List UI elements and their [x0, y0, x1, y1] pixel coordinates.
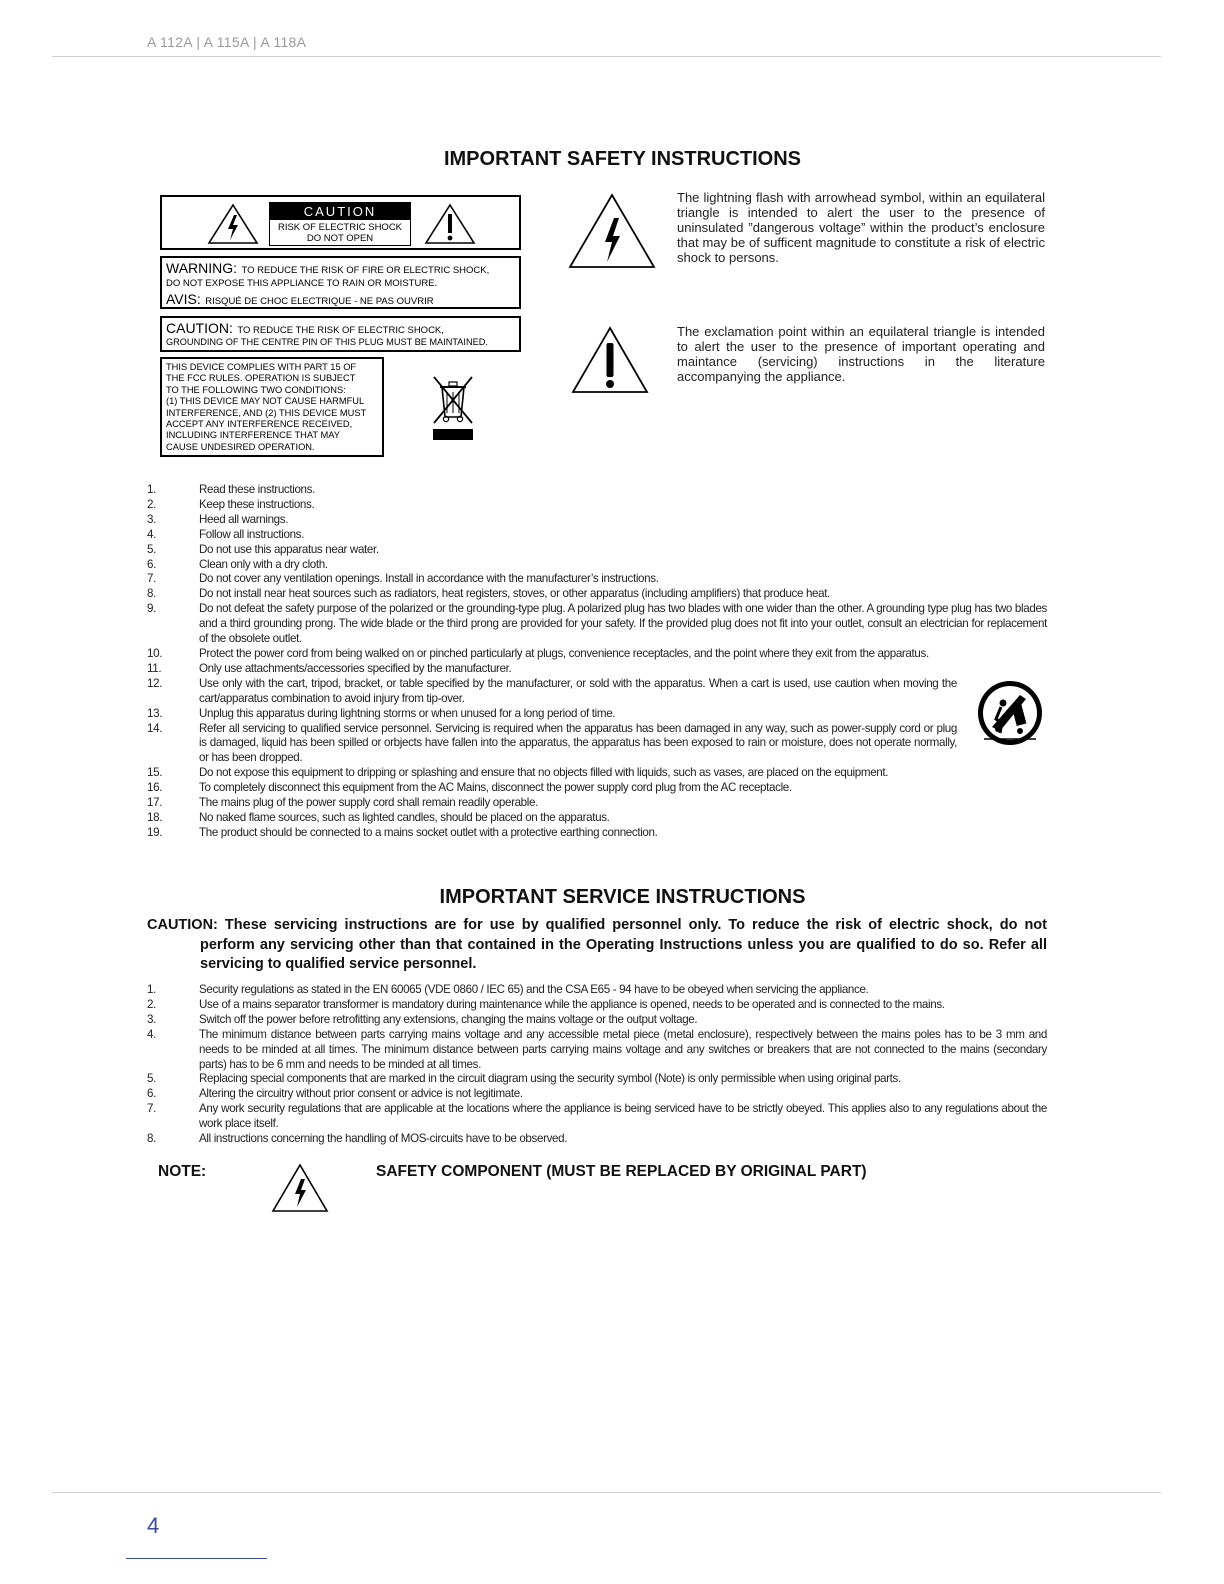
cart-tipover-icon — [976, 679, 1044, 747]
list-item-text: Do not cover any ventilation openings. Install in accordance with the manufacturer’s instructions. — [199, 572, 659, 586]
list-item — [147, 513, 1047, 528]
service-caution — [147, 916, 1047, 975]
exclamation-triangle-icon — [424, 203, 476, 245]
list-item-number: 4. — [147, 1027, 156, 1041]
list-item-text: Refer all servicing to qualified service personnel. Servicing is required when the apparatus has been damaged in any way, such as power-supply cord or plug is damaged, liquid has been spilled or orbjects have fallen into the apparatus, the apparatus has been exposed to rain or moisture, does not operate normally, or has been dropped. — [199, 721, 957, 765]
avis-text: RISQUÉ DE CHOC ELECTRIQUE - NE PAS OUVRIR — [205, 296, 434, 307]
list-item-number: 1. — [147, 983, 156, 996]
list-item — [147, 826, 1047, 841]
list-item-text: Any work security regulations that are applicable at the locations where the appliance is being serviced have to be strictly obeyed. This applies also to any regulations about the work place itself. — [199, 1102, 1047, 1131]
list-item-number: 4. — [147, 527, 156, 541]
caution-inner-label — [269, 202, 411, 246]
service-caution-label: CAUTION: — [147, 917, 218, 933]
list-item — [147, 1102, 1047, 1132]
list-item-number: 16. — [147, 781, 163, 795]
lightning-description: The lightning flash with arrowhead symbol, within an equilateral triangle is intended to alert the user to the presence of uninsulated ”dangerous voltage” within the product’s enclosure that may be of sufficent magnitude to constitute a risk of electric shock to persons. — [677, 190, 1045, 265]
caution-label-box — [160, 195, 521, 250]
weee-bin-icon — [430, 373, 476, 441]
list-item — [147, 662, 1047, 677]
fcc-line: CAUSE UNDESIRED OPERATION. — [166, 441, 315, 452]
list-item-text: Keep these instructions. — [199, 497, 315, 511]
list-item-number: 12. — [147, 676, 163, 690]
list-item — [147, 602, 1047, 647]
list-item-number: 11. — [147, 661, 162, 675]
lightning-symbol-icon — [567, 192, 657, 270]
list-item — [147, 647, 1047, 662]
list-item-text: Use of a mains separator transformer is mandatory during maintenance while the appliance is opened, needs to be operated and is connected to the mains. — [199, 997, 945, 1011]
list-item-number: 3. — [147, 1012, 156, 1026]
list-item-number: 5. — [147, 542, 156, 556]
list-item-text: Replacing special components that are marked in the circuit diagram using the security symbol (Note) is only permissible when using original parts. — [199, 1072, 901, 1086]
list-item-text: All instructions concerning the handling of MOS-circuits have to be observed. — [199, 1132, 568, 1146]
fcc-line: TO THE FOLLOWING TWO CONDITIONS: — [166, 384, 346, 395]
list-item-text: Clean only with a dry cloth. — [199, 557, 328, 571]
page-number-underline — [126, 1558, 267, 1559]
fcc-line: ACCEPT ANY INTERFERENCE RECEIVED, — [166, 419, 353, 430]
list-item-text: Altering the circuitry without prior consent or advice is not legitimate. — [199, 1087, 523, 1101]
list-item — [147, 1087, 1047, 1102]
list-item — [147, 998, 1047, 1013]
list-item — [147, 483, 1047, 498]
list-item-text: Do not expose this equipment to dripping or splashing and ensure that no objects filled with liquids, such as vases, are placed on the equipment. — [199, 766, 889, 780]
caution-title: CAUTION — [270, 203, 410, 220]
list-item-text: Switch off the power before retrofitting any extensions, changing the mains voltage or the output voltage. — [199, 1012, 698, 1026]
list-item-number: 18. — [147, 810, 163, 824]
list-item — [147, 587, 1047, 602]
safety-instructions-list — [147, 483, 1047, 841]
list-item-number: 7. — [147, 1102, 156, 1116]
list-item-text: Security regulations as stated in the EN 60065 (VDE 0860 / IEC 65) and the CSA E65 - 94 have to be obeyed when servicing the appliance. — [199, 983, 869, 996]
service-title: IMPORTANT SERVICE INSTRUCTIONS — [439, 886, 806, 908]
list-item-number: 3. — [147, 512, 156, 526]
list-item — [147, 781, 1047, 796]
list-item-number: 14. — [147, 721, 163, 735]
list-item-number: 7. — [147, 572, 156, 586]
warning-box — [160, 256, 521, 309]
list-item — [147, 543, 1047, 558]
list-item — [147, 983, 1047, 998]
safety-title: IMPORTANT SAFETY INSTRUCTIONS — [443, 148, 802, 170]
list-item-number: 8. — [147, 587, 156, 601]
list-item — [147, 528, 1047, 543]
fcc-line: THIS DEVICE COMPLIES WITH PART 15 OF — [166, 362, 357, 372]
list-item — [147, 558, 1047, 573]
fcc-line: THE FCC RULES. OPERATION IS SUBJECT — [166, 373, 356, 384]
list-item — [147, 722, 1047, 767]
list-item-text: Unplug this apparatus during lightning storms or when unused for a long period of time. — [199, 706, 616, 720]
list-item-number: 9. — [147, 602, 156, 616]
list-item-number: 6. — [147, 557, 156, 571]
list-item — [147, 677, 1047, 707]
warning-text1: TO REDUCE THE RISK OF FIRE OR ELECTRIC SHOCK, — [241, 265, 490, 276]
list-item-text: The minimum distance between parts carrying mains voltage and any accessible metal piece (metal enclosure), respectively between the mains poles has to be 3 mm and needs to be minded at all times. The minimum distance between parts carrying mains voltage and any switches or breakers that are not connected to the mains (secondary parts) has to be 6 mm and needs to be minded at all times. — [199, 1027, 1047, 1071]
list-item — [147, 766, 1047, 781]
caution2-word: CAUTION: — [166, 320, 233, 336]
list-item — [147, 1072, 1047, 1087]
list-item-text: Do not use this apparatus near water. — [199, 542, 379, 556]
list-item — [147, 498, 1047, 513]
list-item-number: 2. — [147, 497, 156, 511]
list-item-number: 1. — [147, 483, 156, 496]
fcc-box — [160, 357, 384, 457]
list-item-number: 10. — [147, 646, 163, 660]
list-item-text: Do not install near heat sources such as radiators, heat registers, stoves, or other apparatus (including amplifiers) that produce heat. — [199, 587, 830, 601]
list-item-number: 19. — [147, 825, 163, 839]
list-item — [147, 1013, 1047, 1028]
list-item-text: No naked flame sources, such as lighted candles, should be placed on the apparatus. — [199, 810, 610, 824]
list-item-text: Follow all instructions. — [199, 527, 305, 541]
footer-rule — [52, 1492, 1161, 1493]
exclamation-description: The exclamation point within an equilateral triangle is intended to alert the user to the presence of important operating and maintance (servicing) instructions in the literature accompanying the appliance. — [677, 324, 1045, 384]
list-item — [147, 796, 1047, 811]
list-item-text: To completely disconnect this equipment from the AC Mains, disconnect the power supply cord plug from the AC receptacle. — [199, 781, 792, 795]
header-model: A 112A | A 115A | A 118A — [147, 34, 307, 50]
service-caution-text: These servicing instructions are for use by qualified personnel only. To reduce the risk of electric shock, do not perform any servicing other than that contained in the Operating Instructions unless you are qualified to do so. Refer all servicing to qualified service personnel. — [200, 917, 1047, 972]
caution-plug-box — [160, 316, 521, 352]
list-item — [147, 572, 1047, 587]
fcc-line: (1) THIS DEVICE MAY NOT CAUSE HARMFUL — [166, 396, 365, 407]
safety-component-lightning-icon — [271, 1163, 329, 1213]
caution2-text1: TO REDUCE THE RISK OF ELECTRIC SHOCK, — [237, 325, 444, 336]
service-instructions-list — [147, 983, 1047, 1147]
caution-sub1: RISK OF ELECTRIC SHOCK — [277, 222, 403, 233]
avis-word: AVIS: — [166, 291, 201, 307]
warning-word: WARNING: — [166, 260, 238, 276]
list-item — [147, 1028, 1047, 1073]
list-item — [147, 707, 1047, 722]
fcc-text — [166, 362, 378, 453]
list-item-number: 17. — [147, 796, 163, 810]
list-item — [147, 1132, 1047, 1147]
page-number: 4 — [147, 1513, 160, 1538]
list-item-text: Read these instructions. — [199, 483, 315, 496]
fcc-line: INCLUDING INTERFERENCE THAT MAY — [166, 430, 340, 441]
list-item-text: Heed all warnings. — [199, 512, 289, 526]
caution2-text2: GROUNDING OF THE CENTRE PIN OF THIS PLUG MUST BE MAINTAINED. — [166, 337, 488, 347]
list-item-number: 15. — [147, 766, 163, 780]
caution-sub2: DO NOT OPEN — [306, 233, 374, 244]
list-item-number: 13. — [147, 706, 163, 720]
note-text: SAFETY COMPONENT (MUST BE REPLACED BY ORIGINAL PART) — [376, 1163, 867, 1180]
list-item — [147, 811, 1047, 826]
list-item-number: 8. — [147, 1132, 156, 1146]
header-rule — [52, 56, 1161, 57]
list-item-text: Protect the power cord from being walked on or pinched particularly at plugs, convenience receptacles, and the point where they exit from the apparatus. — [199, 646, 929, 660]
list-item-text: Use only with the cart, tripod, bracket, or table specified by the manufacturer, or sold with the apparatus. When a cart is used, use caution when moving the cart/apparatus combination to avoid injury from tip-over. — [199, 676, 957, 705]
fcc-line: INTERFERENCE, AND (2) THIS DEVICE MUST — [166, 407, 367, 418]
list-item-number: 5. — [147, 1072, 156, 1086]
list-item-number: 2. — [147, 997, 156, 1011]
list-item-number: 6. — [147, 1087, 156, 1101]
exclamation-symbol-icon — [570, 325, 650, 395]
warning-text2: DO NOT EXPOSE THIS APPLIANCE TO RAIN OR MOISTURE. — [166, 278, 438, 289]
list-item-text: Only use attachments/accessories specified by the manufacturer. — [199, 661, 512, 675]
lightning-triangle-icon — [207, 203, 259, 245]
list-item-text: Do not defeat the safety purpose of the polarized or the grounding-type plug. A polarized plug has two blades with one wider than the other. A grounding type plug has two blades and a third grounding prong. The wide blade or the third prong are provided for your safety. If the provided plug does not fit into your outlet, consult an electrician for replacement of the obsolete outlet. — [199, 602, 1047, 646]
list-item-text: The mains plug of the power supply cord shall remain readily operable. — [199, 796, 538, 810]
note-label: NOTE: — [158, 1163, 207, 1180]
list-item-text: The product should be connected to a mains socket outlet with a protective earthing connection. — [199, 825, 658, 839]
